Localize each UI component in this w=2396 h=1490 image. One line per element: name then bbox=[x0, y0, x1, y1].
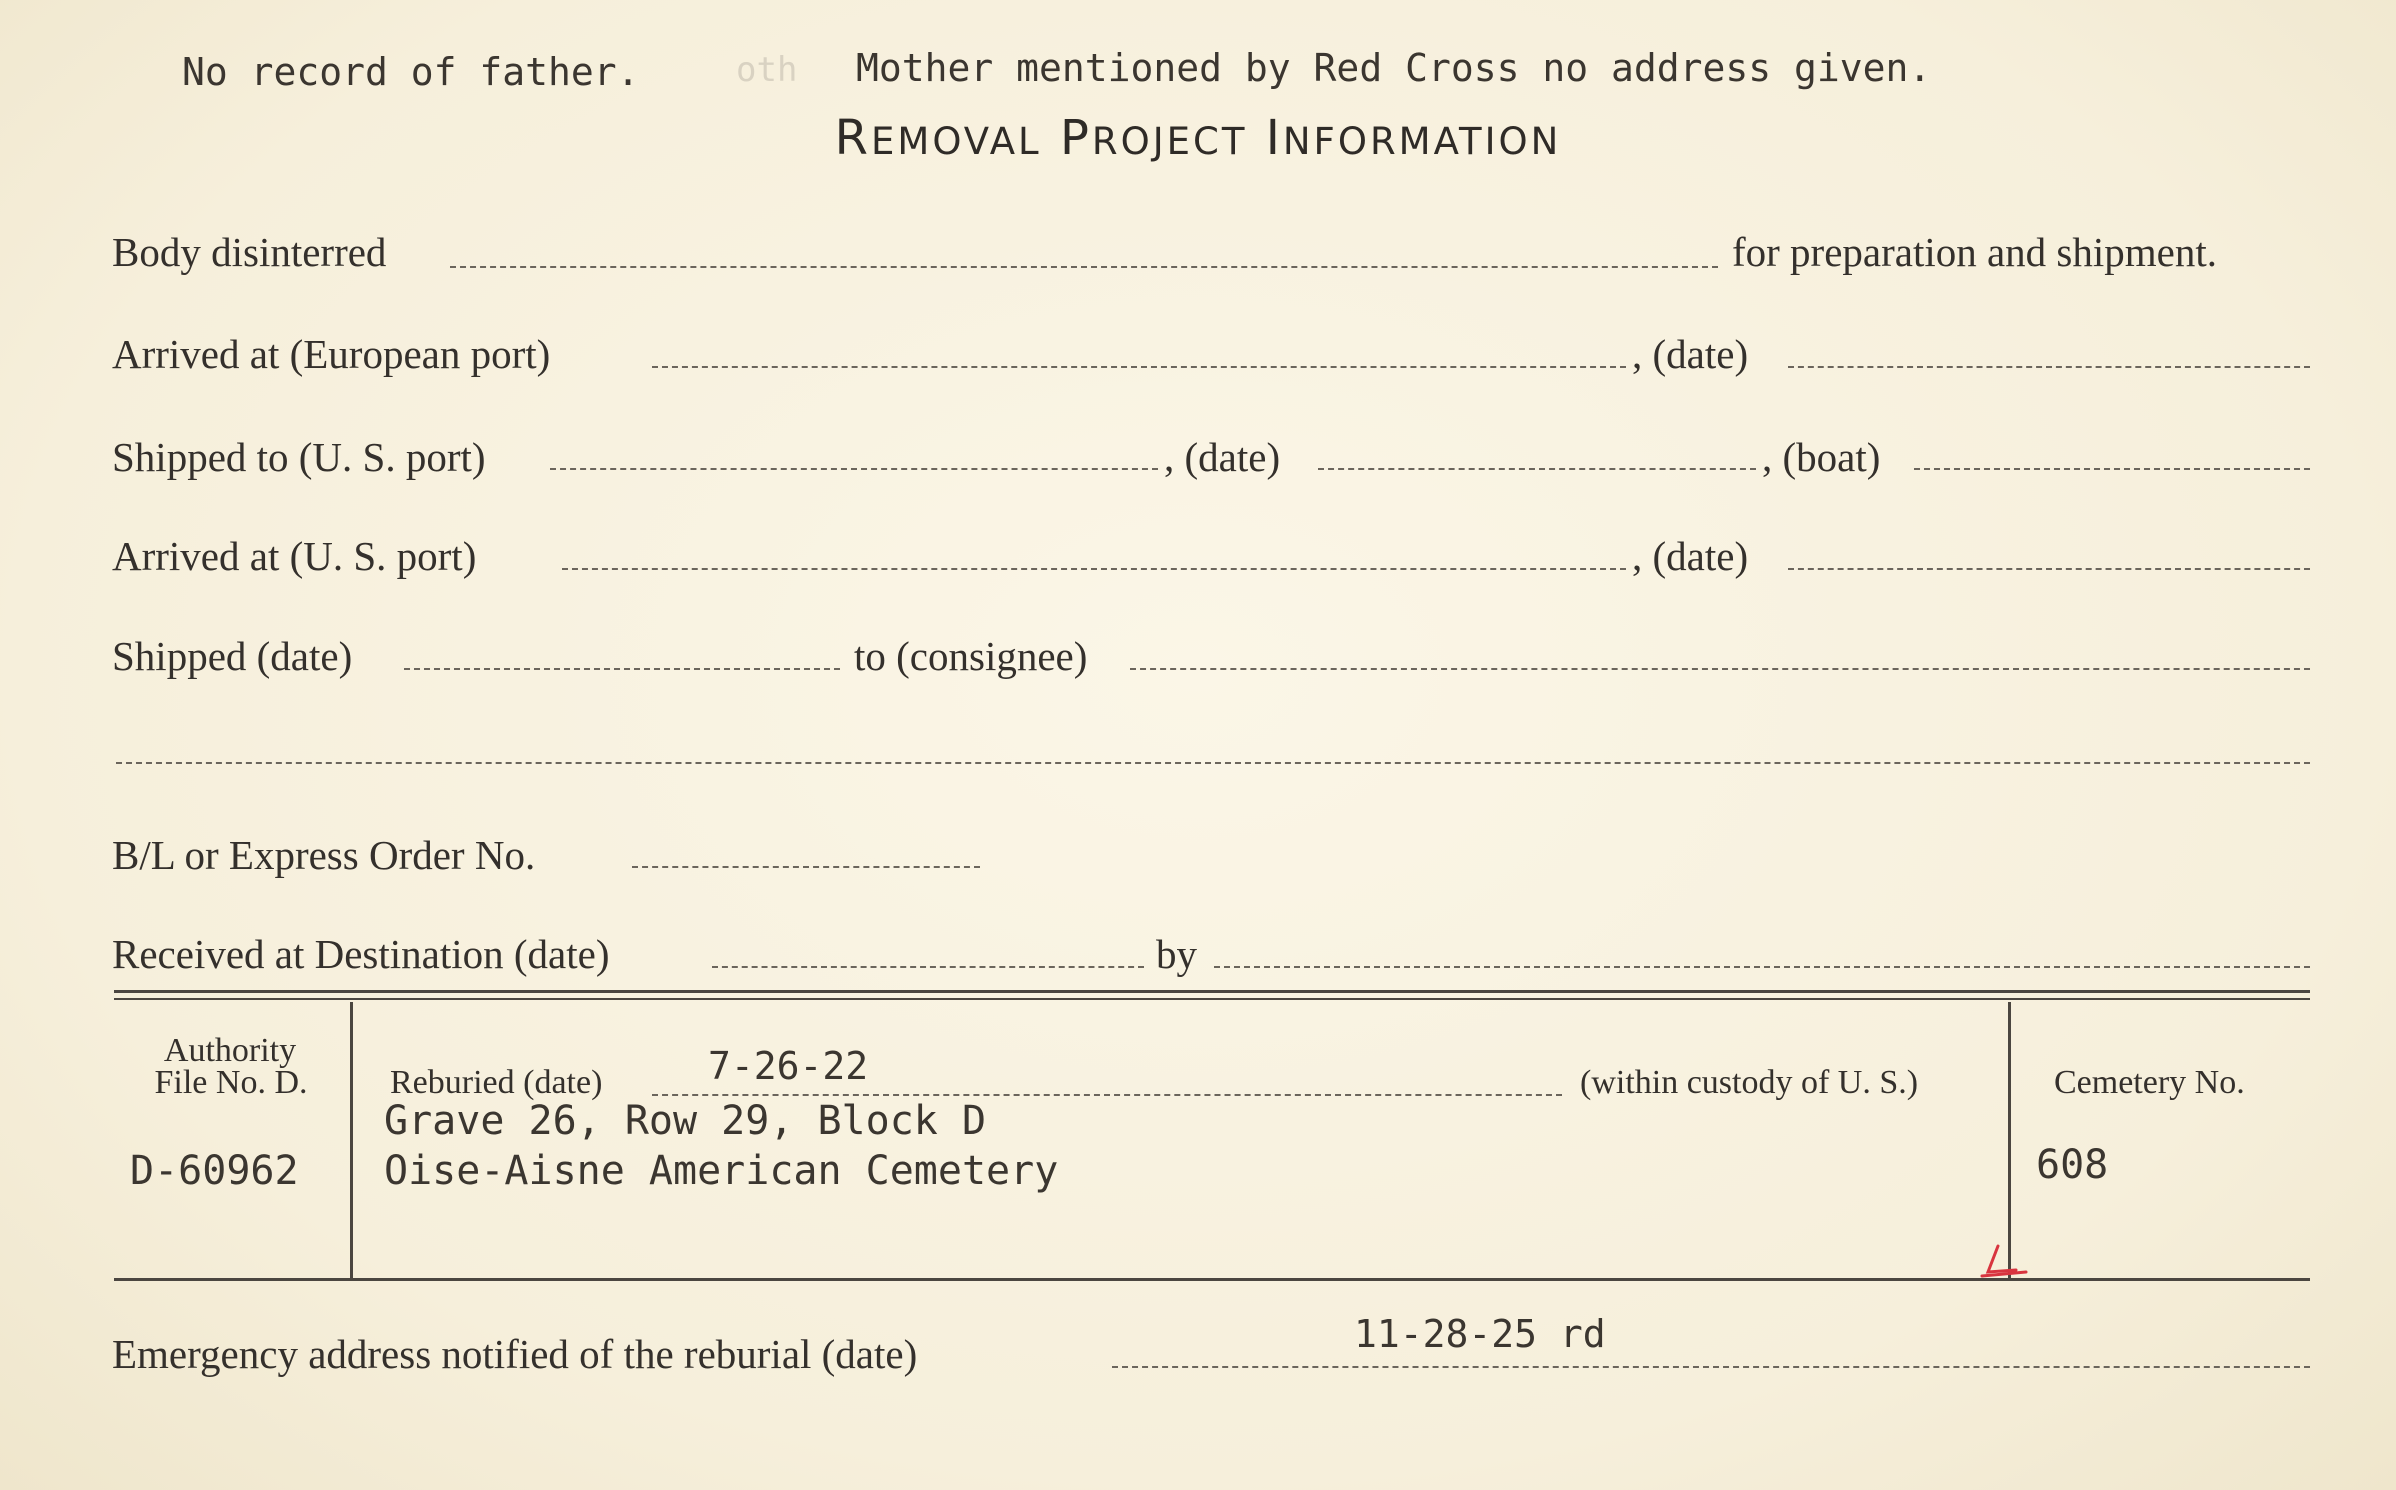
label-by: by bbox=[1156, 931, 1197, 977]
label-shipped-date: , (date) bbox=[1164, 434, 1281, 480]
label-arrived-us-date: , (date) bbox=[1632, 533, 1749, 579]
emergency-notified-date: 11-28-25 rd bbox=[1354, 1312, 1606, 1356]
field-line-arrived-us-date bbox=[1788, 568, 2310, 570]
field-line-boat bbox=[1914, 468, 2310, 470]
field-line-shipped-date bbox=[1318, 468, 1756, 470]
field-line-consignee bbox=[1130, 668, 2310, 670]
cemetery-number: 608 bbox=[2036, 1142, 2109, 1188]
grave-location: Grave 26, Row 29, Block D bbox=[384, 1098, 987, 1144]
authority-file-number: D-60962 bbox=[130, 1148, 299, 1194]
divider-top-2 bbox=[114, 998, 2310, 1000]
field-line-european-date bbox=[1788, 366, 2310, 368]
cemetery-name: Oise-Aisne American Cemetery bbox=[384, 1148, 1059, 1194]
label-cemetery-no: Cemetery No. bbox=[2054, 1064, 2245, 1101]
label-arrived-us-port: Arrived at (U. S. port) bbox=[112, 533, 477, 579]
field-line-continuation bbox=[116, 762, 2310, 764]
note-faint-strikeout: oth bbox=[736, 50, 798, 90]
field-line-reburied-date bbox=[652, 1094, 1562, 1096]
red-check-mark-icon bbox=[1976, 1242, 2032, 1282]
label-bl-express-order: B/L or Express Order No. bbox=[112, 832, 536, 878]
field-line-received-date bbox=[712, 966, 1144, 968]
label-custody: (within custody of U. S.) bbox=[1580, 1064, 1919, 1101]
label-european-date: , (date) bbox=[1632, 331, 1749, 377]
label-reburied-date: Reburied (date) bbox=[390, 1064, 603, 1101]
divider-top-1 bbox=[114, 990, 2310, 993]
field-line-bl-express bbox=[632, 866, 980, 868]
divider-authority bbox=[350, 1002, 353, 1278]
page-title: REMOVAL PROJECT INFORMATION bbox=[834, 110, 1562, 166]
label-file-no: File No. D. bbox=[154, 1064, 308, 1101]
label-boat: , (boat) bbox=[1762, 434, 1881, 480]
label-received-destination: Received at Destination (date) bbox=[112, 931, 610, 977]
label-to-consignee: to (consignee) bbox=[854, 633, 1088, 679]
label-shipped-to-us-port: Shipped to (U. S. port) bbox=[112, 434, 486, 480]
field-line-us-port bbox=[550, 468, 1158, 470]
field-line-arrived-us-port bbox=[562, 568, 1626, 570]
divider-cemetery-no bbox=[2008, 1002, 2011, 1278]
label-authority: Authority bbox=[163, 1032, 297, 1069]
label-emergency-address: Emergency address notified of the reburial (date) bbox=[112, 1331, 918, 1377]
label-arrived-european-port: Arrived at (European port) bbox=[112, 331, 551, 377]
field-line-received-by bbox=[1214, 966, 2310, 968]
note-no-father: No record of father. bbox=[182, 50, 640, 94]
label-shipped-date-consignee: Shipped (date) bbox=[112, 633, 353, 679]
label-body-disinterred: Body disinterred bbox=[112, 229, 387, 275]
field-line-emergency-date bbox=[1112, 1366, 2310, 1368]
note-mother-red-cross: Mother mentioned by Red Cross no address given. bbox=[856, 46, 1932, 90]
field-line-body-disinterred bbox=[450, 266, 1718, 268]
field-line-european-port bbox=[652, 366, 1626, 368]
reburied-date-value: 7-26-22 bbox=[708, 1044, 869, 1088]
label-for-preparation: for preparation and shipment. bbox=[1732, 229, 2218, 275]
field-line-shipped-consignee-date bbox=[404, 668, 840, 670]
